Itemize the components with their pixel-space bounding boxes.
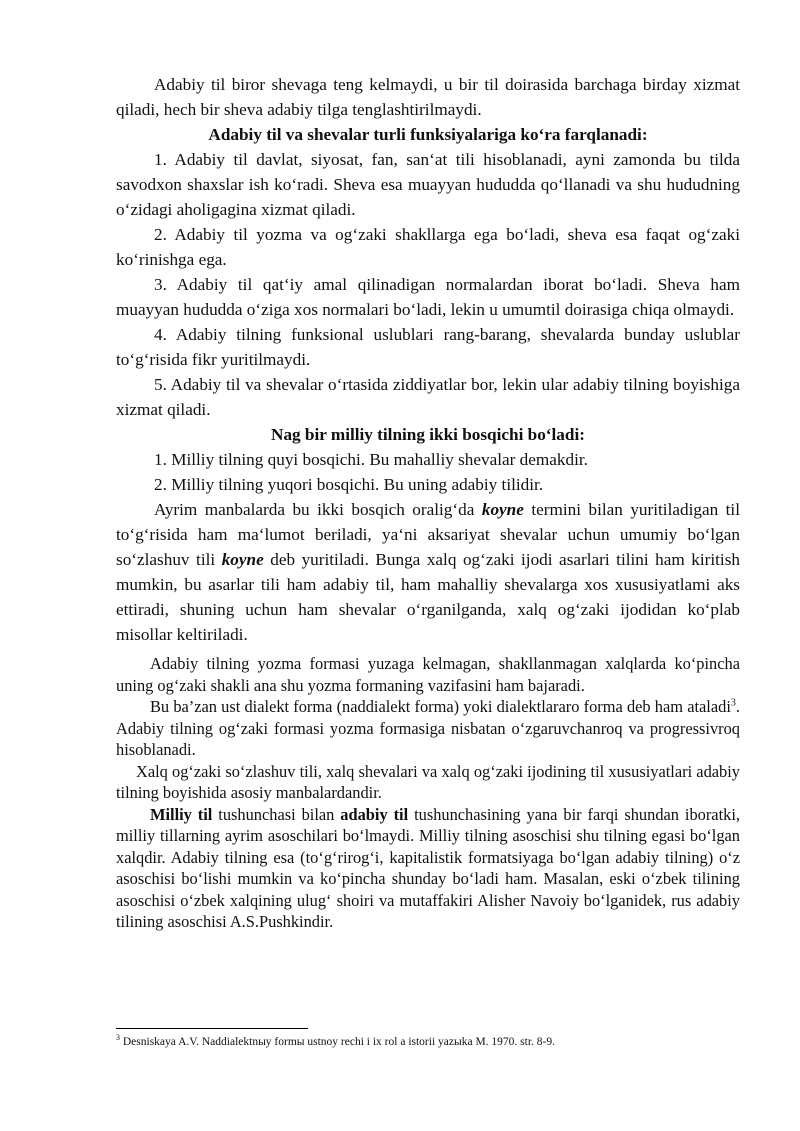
- bold-term: Milliy til: [150, 804, 213, 824]
- paragraph-koyne: [116, 497, 740, 647]
- bold-term: adabiy til: [340, 804, 409, 824]
- text-span: tushunchasi bilan: [212, 804, 341, 824]
- koyne-term: koyne: [221, 550, 264, 569]
- text-span: Bu ba’zan ust dialekt forma (naddialekt forma) yoki dialektlararo forma deb ham ataladi: [150, 697, 731, 716]
- text-span: tushunchasining yana bir farqi shundan iboratki, milliy tillarning ayrim asoschilari bo‘lmaydi. Milliy tilning asoschisi shu tilning egasi bo‘lgan xalqdir. Adabiy tilning esa (to‘g‘rirog‘i, kapitalistik formatsiyaga bo‘lgan adabiy tilning) o‘z asoschisi bo‘lishi mumkin va ko‘pincha shunday bo‘ladi ham. Masalan, eski o‘zbek tilining asoschisi o‘zbek xalqining ulug‘ shoiri va mutaffakiri Alisher Navoiy bo‘lganidek, rus adabiy tilining asoschisi A.S.Pushkindir.: [116, 804, 740, 931]
- text-span: Ayrim manbalarda bu ikki bosqich oralig‘da: [154, 500, 482, 519]
- list-item-5: 5. Adabiy til va shevalar o‘rtasida ziddiyatlar bor, lekin ular adabiy tilning boyishiga xizmat qiladi.: [116, 375, 740, 419]
- text-span: termini bilan yuritiladigan til to‘g‘risida ham ma‘lumot beriladi, ya‘ni aksariyat shevalar uchun umumiy bo‘lgan so‘zlashuv tili: [116, 500, 740, 569]
- list-item-4: 4. Adabiy tilning funksional uslublari rang-barang, shevalarda bunday uslublar to‘g‘risida fikr yuritilmaydi.: [116, 325, 740, 369]
- paragraph-sources: Xalq og‘zaki so‘zlashuv tili, xalq shevalari va xalq og‘zaki ijodining til xususiyatlari adabiy tilning boyishida asosiy manbalardandir.: [116, 761, 740, 802]
- text-span: deb yuritiladi. Bunga xalq og‘zaki ijodi asarlari tilini ham kiritish mumkin, bu asarlar tili ham adabiy til, ham mahalliy shevalarga xos xususiyatlami aks ettiradi, shuning uchun ham shevalar o‘rganilganda, xalq og‘zaki ijodidan ko‘plab misollar keltiriladi.: [116, 550, 740, 644]
- heading-two-stages: Nag bir milliy tilning ikki bosqichi bo‘ladi:: [271, 425, 585, 444]
- footnote-number: 3: [116, 1033, 120, 1043]
- paragraph-intro: Adabiy til biror shevaga teng kelmaydi, u bir til doirasida barchaga birday xizmat qiladi, hech bir sheva adabiy tilga tenglashtirilmaydi.: [116, 75, 740, 119]
- footnote: [116, 1033, 736, 1048]
- footnote-divider: [116, 1028, 308, 1029]
- list-item-3: 3. Adabiy til qat‘iy amal qilinadigan normalardan iborat bo‘ladi. Sheva ham muayyan hududda o‘ziga xos normalari bo‘ladi, lekin u umumtil doirasiga chiqa olmaydi.: [116, 275, 740, 319]
- paragraph-dialect-form: [116, 696, 740, 761]
- text-span: . Adabiy tilning og‘zaki formasi yozma formasiga nisbatan o‘zgaruvchanroq va progressivroq hisoblanadi.: [116, 697, 740, 759]
- heading-functional-differences: Adabiy til va shevalar turli funksiyalariga ko‘ra farqlanadi:: [208, 125, 648, 144]
- stage-item-2: 2. Milliy tilning yuqori bosqichi. Bu uning adabiy tilidir.: [154, 475, 544, 494]
- koyne-term: koyne: [481, 500, 524, 519]
- footnote-reference: 3: [730, 697, 736, 709]
- stage-item-1: 1. Milliy tilning quyi bosqichi. Bu mahalliy shevalar demakdir.: [154, 450, 588, 469]
- list-item-1: 1. Adabiy til davlat, siyosat, fan, san‘at tili hisoblanadi, ayni zamonda bu tilda savodxon shaxslar ish ko‘radi. Sheva esa muayyan hududda qo‘llanadi va shu hududning o‘zidagi aholigagina xizmat qiladi.: [116, 150, 740, 219]
- paragraph-oral-form: Adabiy tilning yozma formasi yuzaga kelmagan, shakllanmagan xalqlarda ko‘pincha uning og‘zaki shakli ana shu yozma formaning vazifasini ham bajaradi.: [116, 654, 740, 695]
- list-item-2: 2. Adabiy til yozma va og‘zaki shakllarga ega bo‘ladi, sheva esa faqat og‘zaki ko‘rinishga ega.: [116, 225, 740, 269]
- paragraph-national-language: [116, 804, 740, 933]
- document-page: [116, 72, 740, 933]
- footnote-text: Desniskaya A.V. Naddialektnыy formы ustnoy rechi i ix rol a istorii yazыka M. 1970. str. 8-9.: [120, 1036, 555, 1048]
